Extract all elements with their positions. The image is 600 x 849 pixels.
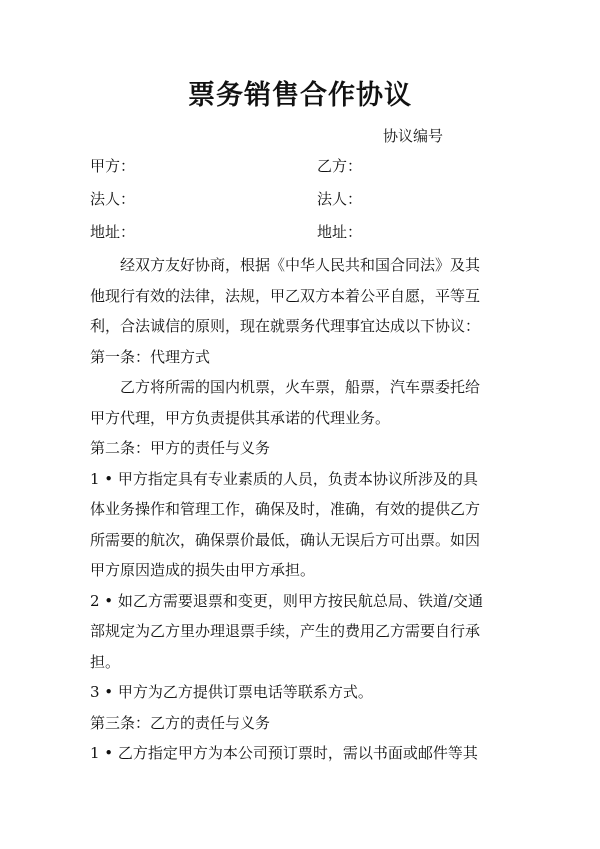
article2-item3-line: 3 • 甲方为乙方提供订票电话等联系方式。 bbox=[90, 683, 373, 701]
party-a-address-label: 地址： bbox=[90, 223, 136, 241]
article2-item2-line: 担。 bbox=[90, 652, 121, 671]
intro-line: 利，合法诚信的原则，现在就票务代理事宜达成以下协议： bbox=[90, 317, 481, 335]
contract-number-label: 协议编号 bbox=[383, 127, 444, 145]
article3-item1-line: 1 • 乙方指定甲方为本公司预订票时，需以书面或邮件等其 bbox=[90, 744, 478, 762]
article1-heading: 第一条：代理方式 bbox=[90, 347, 211, 366]
party-row-legal-person bbox=[90, 188, 530, 210]
party-b-address-label: 地址： bbox=[317, 223, 363, 241]
agreement-body bbox=[90, 250, 520, 769]
article2-item1-line: 甲方原因造成的损失由甲方承担。 bbox=[90, 561, 316, 579]
article2-item2-line: 2 • 如乙方需要退票和变更，则甲方按民航总局、铁道/交通 bbox=[90, 591, 483, 610]
article2-item1-line: 体业务操作和管理工作，确保及时，准确，有效的提供乙方 bbox=[90, 500, 481, 518]
intro-line: 经双方友好协商，根据《中华人民共和国合同法》及其 bbox=[120, 256, 481, 274]
party-b-legal-person-label: 法人： bbox=[317, 190, 363, 208]
article3-heading: 第三条：乙方的责任与义务 bbox=[90, 713, 271, 732]
article1-line: 乙方将所需的国内机票，火车票，船票，汽车票委托给 bbox=[120, 378, 481, 396]
article2-item1-line: 1 • 甲方指定具有专业素质的人员，负责本协议所涉及的具 bbox=[90, 469, 478, 488]
party-a-legal-person-label: 法人： bbox=[90, 190, 136, 208]
party-row-address bbox=[90, 221, 530, 243]
article2-heading: 第二条：甲方的责任与义务 bbox=[90, 439, 271, 457]
party-b-name-label: 乙方： bbox=[317, 157, 363, 175]
article2-item2-line: 部规定为乙方里办理退票手续，产生的费用乙方需要自行承 bbox=[90, 622, 481, 640]
intro-line: 他现行有效的法律，法规，甲乙双方本着公平自愿，平等互 bbox=[90, 286, 481, 305]
party-row-name bbox=[90, 155, 530, 177]
party-a-name-label: 甲方： bbox=[90, 157, 136, 175]
article1-line: 甲方代理，甲方负责提供其承诺的代理业务。 bbox=[90, 408, 391, 427]
article2-item1-line: 所需要的航次，确保票价最低，确认无误后方可出票。如因 bbox=[90, 530, 481, 549]
document-title: 票务销售合作协议 bbox=[188, 80, 412, 111]
